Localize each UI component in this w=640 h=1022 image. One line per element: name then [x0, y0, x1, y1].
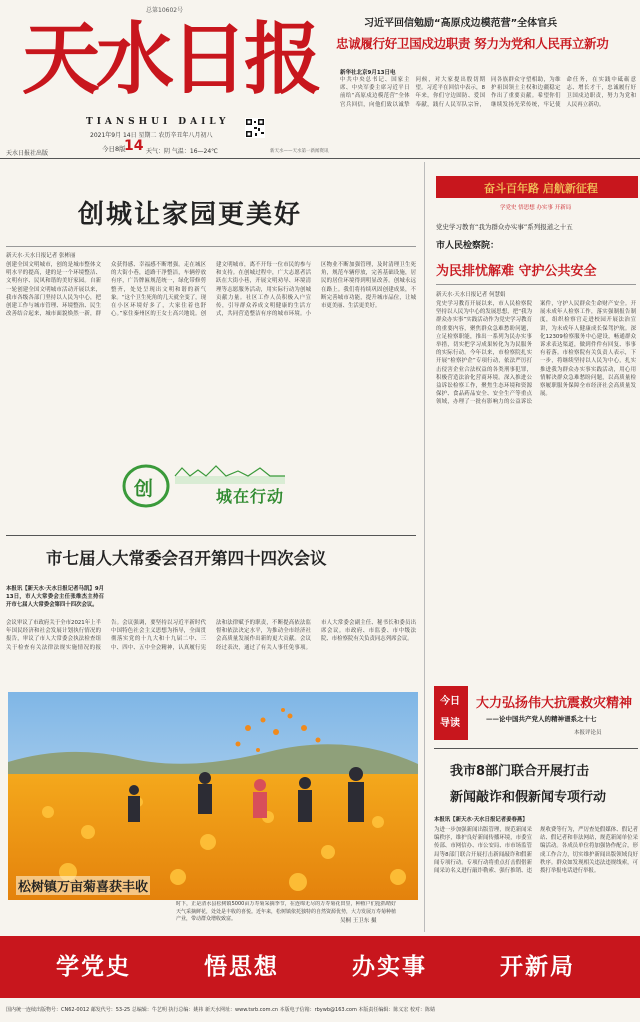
footer-info: 国内统一连续出版物号：CN62-0012 邮发代号：53-25 总编辑：牛艺明 执行总编：姚祎 新天水网址：www.tsrb.com.cn 本版电子信箱：rbywb@163.com 本版责任编辑：陈义宏 校对：陈婧 [6, 1007, 436, 1013]
fraud-headline-2: 新闻敲诈和假新闻专项行动 [450, 790, 607, 805]
creation-section [0, 162, 420, 542]
congress-section [0, 535, 420, 685]
pages-count: 今日8版 [102, 145, 126, 153]
fraud-byline: 本报讯【新天水·天水日报记者姜春燕】 [434, 817, 528, 823]
creation-body: 创建全国文明城市，创的是城市整体文明水平的提高，建的是一个环境整洁、文明有序、民风和谐的美好家园。自新一轮创建全国文明城市活动开展以来，我市各级各部门坚持以人民为中心，把创建工作与城市管理、环境整治、民生改善结合起来，城市面貌焕然一新，群众获得感、幸福感不断增强。走在城区的大街小巷，道路干净整洁，车辆停放有序，广告牌匾规范统一，绿化带修剪整齐，处处呈现出文明和谐的新气象。“这个卫生死角的几天就全变了，现在小区环境好多了，大家住着也舒心。”家住秦州区的王女士高兴地说。创建文明城市，离不开每一位市民的参与和支持。在创城过程中，广大志愿者活跃在大街小巷，开展文明劝导、环境清理等志愿服务活动，用实际行动为创城贡献力量。社区工作人员积极入户宣传，引导群众养成文明健康的生活方式，共同营造整洁有序的城市环境。小区物业不断加强管理，及时清理卫生死角，规范车辆停放，完善基础设施，居民的居住环境得到明显改善。创城永远在路上。我们将持续巩固创建成果，不断完善城市功能，提升城市品位，让城市更美丽、生活更美好。 [6, 262, 416, 318]
marigold-photo [8, 692, 418, 900]
slogan-2: 悟思想 [204, 954, 279, 980]
fraud-body: 为进一步加强新闻出版管理，规范新闻采编秩序，维护良好新闻传播环境，市委宣传部、市网信办、市公安局、市市场监管局等8部门联合开展打击新闻敲诈和假新闻专项行动。专项行动将重点打击假借新闻采访名义进行敲诈勒索、强行推销、违规收费等行为，严厉查处假媒体、假记者站、假记者和非法网站，规范新闻单位采编活动。各成员单位将加强协作配合，形成工作合力，切实维护新闻出版领域良好秩序。群众如发现相关违法违规线索，可拨打举报电话进行举报。 [434, 827, 638, 875]
qr-code[interactable] [245, 118, 265, 138]
procuratorate-section [426, 208, 640, 678]
paper-title: 天水日报 [22, 14, 319, 105]
photo-credit: 吴桐 王卫东 摄 [340, 918, 377, 924]
publisher-label: 天水日报社出版 [6, 150, 49, 157]
congress-body: 会议审议了市政府关于全市2021年上半年国民经济和社会发展计划执行情况的报告，审议了市人大常委会执法检查组关于检查有关法律法规实施情况的报告。会议强调，要坚持以习近平新时代中国特色社会主义思想为指导，全面贯彻落实党的十九大和十九届二中、三中、四中、五中全会精神，认真履行宪法和法律赋予的职责，不断提高依法监督和依法决定水平，为推动全市经济社会高质量发展作出新的更大贡献。会议经过表决，通过了有关人事任免事项。市人大常委会副主任、秘书长和委员出席会议。市政府、市监委、市中级法院、市检察院有关负责同志列席会议。 [6, 620, 416, 651]
fraud-headline-1: 我市8部门联合开展打击 [450, 764, 590, 779]
photo-title: 松树镇万亩菊喜获丰收 [16, 876, 150, 895]
commentary-author: 本报评论员 [574, 730, 602, 736]
congress-headline: 市七届人大常委会召开第四十四次会议 [46, 549, 327, 568]
date-line: 2021年9月 14日 星期二 农历辛丑年八月初八 [90, 132, 213, 139]
city-action-logo-char: 创 [134, 478, 154, 500]
procuratorate-series: 市人民检察院： [436, 241, 500, 251]
centennial-banner [436, 176, 638, 198]
top-story-body: 中共中央总书记、国家主席、中央军委主席习近平日前给“高原戍边模范营”全体官兵回信，向他们致以诚挚问候，对大家提出殷切期望。习近平在回信中表示，8年来，你们守边固防、爱国奉献，践行人民军队宗旨，同各族群众守望相助，为维护祖国领土主权和边疆稳定作出了重要贡献。希望你们继续发扬光荣传统，牢记使命任务，在实践中砥砺意志、增长才干，忠诚履行好卫国戍边职责，努力为党和人民再立新功。 [340, 77, 636, 108]
procuratorate-headline: 为民排忧解难 守护公共安全 [436, 264, 597, 279]
creation-byline: 新天水·天水日报记者 张彬丽 [6, 253, 76, 259]
congress-byline: 本报讯【新天水·天水日报记者马凯】9月13日，市人大常委会主任张维杰主持召开市七届人大常委会第四十四次会议。 [6, 586, 104, 609]
commentary-subline: ——论中国共产党人的精神谱系之十七 [486, 715, 597, 723]
qr-caption: 新天水——天水第一新闻资讯 [270, 149, 329, 154]
procuratorate-byline: 新天水·天水日报记者 何慧娟 [436, 292, 506, 298]
procuratorate-kicker: 党史学习教育“我为群众办实事”系列报道之十五 [436, 223, 573, 231]
centennial-slogan: 奋斗百年路 启航新征程 [484, 182, 598, 195]
procuratorate-body: 党史学习教育开展以来，市人民检察院坚持以人民为中心的发展思想，把“我为群众办实事”实践活动作为党史学习教育的重要内容，聚焦群众急难愁盼问题，立足检察职能，推出一系列为民办实事举措，切实把学习成果转化为为民服务的实际行动。今年以来，市检察院扎实开展“检察护企”专项行动，依法严厉打击侵害企业合法权益的各类刑事犯罪，积极营造法治化营商环境。深入推进公益诉讼检察工作，聚焦生态环境和资源保护、食品药品安全、安全生产等重点领域，办理了一批有影响力的公益诉讼案件，守护人民群众生命财产安全。开展未成年人检察工作，落实强制报告制度，组织检察官走进校园开展法治宣讲，为未成年人健康成长保驾护航。深化12309检察服务中心建设，畅通群众诉求表达渠道，做到件件有回复、事事有着落。市检察院有关负责人表示，下一步，将继续坚持以人民为中心，扎实推进我为群众办实事实践活动，用心用情解决群众急难愁盼问题，以高质量检察履职服务保障全市经济社会高质量发展。 [436, 301, 636, 406]
creation-headline: 创城让家园更美好 [78, 200, 303, 230]
top-story-headline: 忠诚履行好卫国戍边职责 努力为党和人民再立新功 [336, 36, 609, 51]
today-guide-line2: 导读 [440, 718, 460, 729]
paper-pinyin: TIANSHUI DAILY [86, 117, 230, 127]
top-story [336, 0, 640, 160]
commentary-headline[interactable]: 大力弘扬伟大抗震救灾精神 [476, 696, 633, 711]
weather-line: 天气：阴 气温：16—24℃ [146, 148, 218, 155]
today-guide-badge [434, 686, 468, 740]
city-action-logo [120, 462, 310, 510]
fraud-section [426, 748, 640, 928]
slogan-1: 学党史 [56, 954, 131, 980]
bottom-slogan-bar [0, 936, 640, 998]
page-number: 14 [124, 138, 144, 154]
slogan-3: 办实事 [352, 954, 427, 980]
centennial-sub: 学党史 悟思想 办实事 开新局 [500, 205, 572, 211]
today-guide-line1: 今日 [440, 696, 460, 707]
photo-caption: 时下，正是清水县松树镇5000亩万寿菊采摘季节，在连绵无尽的万寿菊花田里，种植户们抢抓晴好天气采摘鲜花，处处是丰收的喜悦。近年来，松树镇依托独特的自然资源优势，大力发展万寿菊种植产业，带动群众增收致富。 [176, 901, 396, 922]
top-story-byline: 新华社北京9月13日电 [340, 70, 396, 76]
city-action-logo-text: 城在行动 [216, 487, 285, 506]
slogan-4: 开新局 [500, 954, 575, 980]
top-story-kicker: 习近平回信勉励“高原戍边模范营”全体官兵 [364, 18, 558, 29]
issue-total: 总第10602号 [146, 7, 184, 14]
